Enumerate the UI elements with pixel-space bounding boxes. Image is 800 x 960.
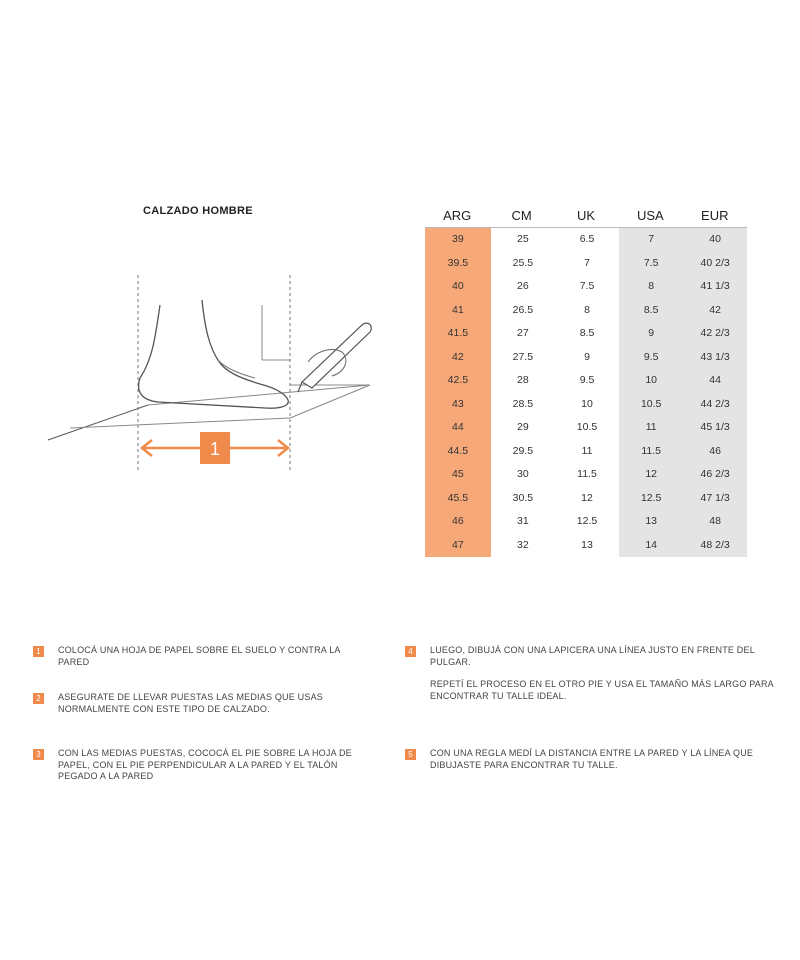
step-5: [405, 748, 775, 771]
size-cell-uk: 7: [584, 256, 590, 269]
size-cell-uk: 11: [581, 444, 593, 457]
size-cell-arg: 46: [452, 515, 464, 527]
header-uk: UK: [554, 203, 618, 228]
column-usa: [619, 228, 683, 557]
header-arg: ARG: [425, 203, 489, 228]
column-cm: [491, 228, 555, 557]
chart-title: CALZADO HOMBRE: [143, 205, 253, 217]
size-cell-cm: 26.5: [512, 303, 534, 316]
size-cell-usa: 11.5: [641, 444, 661, 457]
size-cell-cm: 32: [517, 538, 529, 551]
size-cell-arg: 41: [452, 303, 464, 316]
size-cell-arg: 44: [452, 421, 464, 433]
size-cell-cm: 29.5: [512, 444, 534, 457]
size-cell-eur: 46: [709, 444, 721, 457]
size-cell-arg: 44.5: [447, 444, 469, 457]
size-cell-eur: 44: [709, 374, 721, 386]
size-cell-uk: 9.5: [579, 374, 595, 386]
size-cell-cm: 25: [517, 233, 529, 245]
size-cell-usa: 7.5: [643, 256, 659, 269]
step-text: ASEGURATE DE LLEVAR PUESTAS LAS MEDIAS QUE USAS NORMALMENTE CON ESTE TIPO DE CALZADO.: [58, 692, 323, 714]
pen-icon: [298, 323, 371, 392]
size-cell-eur: 41 1/3: [700, 280, 730, 292]
size-cell-uk: 13: [581, 538, 593, 551]
paper-edge: [70, 418, 290, 428]
size-cell-arg: 42: [452, 350, 464, 363]
measure-number: 1: [209, 439, 221, 459]
size-cell-eur: 44 2/3: [700, 397, 730, 410]
size-cell-uk: 12.5: [576, 515, 598, 527]
step-text-extra: REPETÍ EL PROCESO EN EL OTRO PIE Y USA EL TAMAÑO MÁS LARGO PARA ENCONTRAR TU TALLE IDEAL.: [430, 679, 774, 701]
size-cell-cm: 27: [517, 327, 529, 339]
step-text: LUEGO, DIBUJÁ CON UNA LAPICERA UNA LÍNEA JUSTO EN FRENTE DEL PULGAR.: [430, 645, 755, 667]
size-cell-uk: 12: [581, 491, 593, 504]
header-eur: EUR: [683, 203, 747, 228]
step-number-badge: 2: [33, 693, 44, 704]
size-cell-uk: 7.5: [579, 280, 595, 292]
size-cell-cm: 31: [517, 515, 529, 527]
size-cell-usa: 14: [645, 538, 657, 551]
size-cell-arg: 40: [452, 280, 464, 292]
measure-arrow: [142, 432, 288, 464]
step-text: CON LAS MEDIAS PUESTAS, COCOCÁ EL PIE SOBRE LA HOJA DE PAPEL, CON EL PIE PERPENDICULAR A LA PARED Y EL TALÓN PEGADO A LA PARED: [58, 748, 352, 781]
step-number-badge: 1: [33, 646, 44, 657]
size-cell-arg: 45.5: [447, 491, 469, 504]
size-cell-arg: 39: [452, 233, 464, 245]
size-cell-cm: 28: [517, 374, 529, 386]
size-cell-eur: 40 2/3: [700, 256, 730, 269]
step-number-badge: 4: [405, 646, 416, 657]
column-eur: [683, 228, 747, 557]
size-cell-eur: 40: [709, 233, 721, 245]
table-header: [425, 203, 747, 228]
step-text: CON UNA REGLA MEDÍ LA DISTANCIA ENTRE LA PARED Y LA LÍNEA QUE DIBUJASTE PARA ENCONTRAR TU TALLE.: [430, 748, 754, 770]
size-cell-arg: 43: [452, 397, 464, 410]
step-1: [33, 645, 363, 668]
size-cell-cm: 30.5: [512, 491, 534, 504]
size-cell-arg: 39.5: [447, 256, 469, 269]
size-cell-arg: 42.5: [447, 374, 469, 386]
size-cell-eur: 47 1/3: [700, 491, 730, 504]
size-cell-usa: 12.5: [640, 491, 662, 504]
size-cell-uk: 6.5: [579, 233, 595, 245]
step-2: [33, 692, 363, 715]
size-cell-uk: 10: [581, 397, 593, 410]
header-cm: CM: [489, 203, 553, 228]
size-cell-eur: 48 2/3: [700, 538, 730, 551]
step-text: COLOCÁ UNA HOJA DE PAPEL SOBRE EL SUELO Y CONTRA LA PARED: [58, 645, 341, 667]
size-cell-cm: 25.5: [512, 256, 534, 269]
size-cell-usa: 8.5: [643, 303, 659, 316]
header-usa: USA: [618, 203, 682, 228]
size-cell-usa: 10: [645, 374, 657, 386]
size-cell-uk: 8: [584, 303, 590, 316]
size-cell-cm: 29: [517, 421, 529, 433]
size-table: [425, 203, 747, 557]
step-4: [405, 645, 775, 702]
size-cell-eur: 46 2/3: [700, 468, 730, 480]
size-cell-usa: 9.5: [643, 350, 659, 363]
step-number-badge: 5: [405, 749, 416, 760]
size-cell-uk: 11.5: [577, 468, 597, 480]
size-cell-eur: 45 1/3: [700, 421, 730, 433]
size-cell-eur: 48: [709, 515, 721, 527]
foot-outline: [139, 300, 289, 408]
size-cell-arg: 45: [452, 468, 464, 480]
size-cell-cm: 27.5: [512, 350, 534, 363]
size-cell-arg: 41.5: [447, 327, 469, 339]
size-cell-usa: 8: [648, 280, 655, 292]
size-cell-uk: 9: [584, 350, 590, 363]
size-cell-usa: 9: [648, 327, 655, 339]
size-cell-usa: 13: [645, 515, 657, 527]
size-cell-cm: 30: [517, 468, 529, 480]
size-cell-cm: 26: [517, 280, 529, 292]
column-arg: [425, 228, 491, 557]
size-cell-cm: 28.5: [512, 397, 534, 410]
paper-edge-right: [290, 385, 370, 418]
foot-measuring-illustration: [40, 260, 380, 480]
step-3: [33, 748, 363, 783]
size-cell-usa: 11: [645, 421, 657, 433]
size-cell-eur: 42: [709, 303, 721, 316]
size-cell-uk: 8.5: [579, 327, 595, 339]
step-number-badge: 3: [33, 749, 44, 760]
size-cell-usa: 7: [648, 233, 655, 245]
size-cell-uk: 10.5: [576, 421, 598, 433]
floor-line-left: [48, 405, 148, 440]
floor-line-back: [148, 385, 370, 405]
size-cell-eur: 42 2/3: [700, 327, 730, 339]
size-cell-usa: 10.5: [640, 397, 662, 410]
size-cell-usa: 12: [645, 468, 657, 480]
size-cell-eur: 43 1/3: [700, 350, 730, 363]
size-cell-arg: 47: [452, 538, 464, 551]
column-uk: [555, 228, 619, 557]
